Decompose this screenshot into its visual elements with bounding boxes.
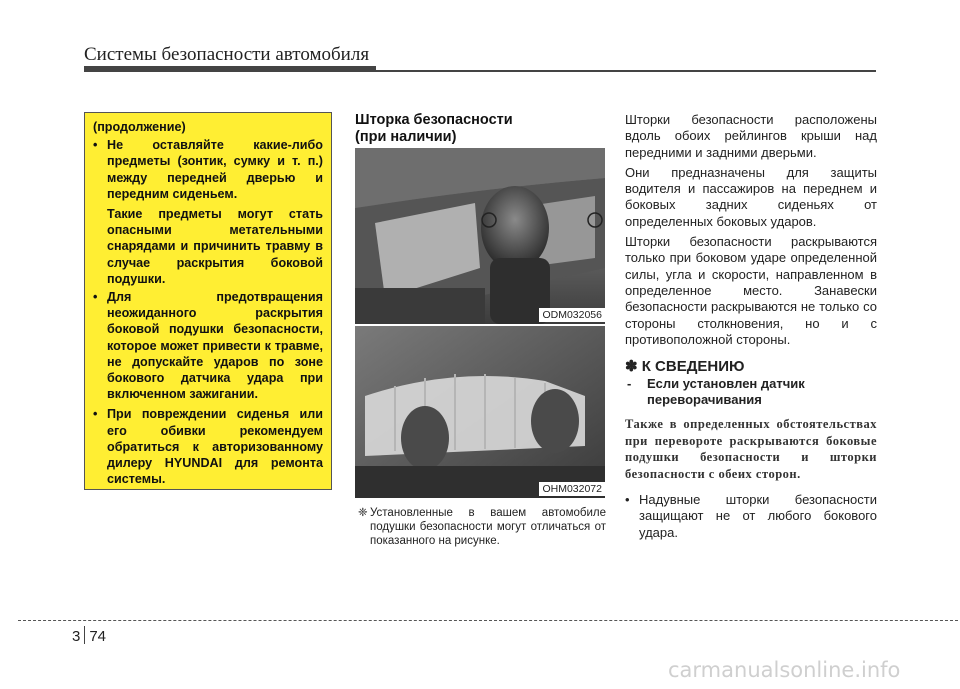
car-interior-illustration [355, 148, 605, 324]
paragraph: Шторки безопасности расположены вдоль обоих рейлингов крыши над передними и задними дверьми. [625, 112, 877, 160]
page-number [72, 626, 106, 645]
bullet-icon: • [93, 407, 98, 422]
bullet-text: Надувные шторки безопасности защищают не от любого бокового удара. [639, 492, 877, 540]
bullet-icon: • [93, 290, 98, 305]
photo-code-label: OHM032072 [539, 482, 605, 496]
page-number-value: 74 [89, 628, 107, 645]
warning-item [93, 137, 323, 202]
header-rule-thick [84, 66, 376, 72]
info-subheading-text: Если установлен датчик переворачивания [647, 376, 805, 408]
section-heading [355, 112, 605, 146]
section-heading-line2: (при наличии) [355, 129, 457, 145]
curtain-airbag-deployed-photo [355, 326, 605, 498]
bullet-item [625, 492, 877, 541]
info-heading: ✽ К СВЕДЕНИЮ [625, 358, 745, 376]
info-body: Также в определенных обстоятельствах при перевороте раскрываются боковые подушки безопасности и шторки безопасности с обеих сторон. [625, 417, 877, 481]
note-text: Установленные в вашем автомобиле подушки безопасности могут отличаться от показанного на рисунке. [370, 507, 606, 547]
image-note [358, 506, 606, 548]
header-title: Системы безопасности автомобиля [84, 44, 370, 65]
watermark: carmanualsonline.info [668, 658, 901, 682]
info-subheading [625, 376, 877, 408]
bullet-icon: • [625, 492, 630, 508]
paragraph: Шторки безопасности раскрываются только при боковом ударе определенной силы, угла и скорости, направленном в определенное место. Занавески безопасности раскрываются не только со стороны столкновения, но и с противоположной стороны. [625, 234, 877, 347]
warning-item-extra: Такие предметы могут стать опасными метательными снарядами и причинить травму в случае раскрытия боковой подушки. [107, 207, 323, 286]
warning-box [84, 112, 332, 490]
dash-icon: - [627, 376, 632, 392]
curtain-airbag-location-photo [355, 148, 605, 324]
warning-item [93, 289, 323, 402]
bullet-icon: • [93, 138, 98, 153]
page-separator [84, 626, 85, 644]
note-icon: ❈ [358, 507, 368, 519]
warning-item [93, 406, 323, 487]
photo-code-label: ODM032056 [539, 308, 605, 322]
warning-item-text: При повреждении сиденья или его обивки рекомендуем обратиться к авторизованному дилеру HYUNDAI для ремонта системы. [107, 407, 323, 487]
warning-continued: (продолжение) [93, 120, 186, 134]
warning-item-text: Не оставляйте какие-либо предметы (зонтик, сумку и т. п.) между передней дверью и передним сиденьем. [107, 138, 323, 201]
chapter-number: 3 [72, 628, 81, 645]
header-rule-thin [376, 70, 876, 72]
paragraph: Они предназначены для защиты водителя и пассажиров на переднем и боковых задних сиденьях от определенных боковых ударов. [625, 164, 877, 229]
deployed-airbag-illustration [355, 326, 605, 498]
warning-item-text: Для предотвращения неожиданного раскрытия боковой подушки безопасности, которое может привести к травме, не допускайте ударов по зоне бокового датчика удара при включенном зажигании. [107, 290, 323, 402]
footer-rule [18, 620, 958, 621]
section-heading-line1: Шторка безопасности [355, 112, 513, 128]
right-column [625, 112, 877, 541]
